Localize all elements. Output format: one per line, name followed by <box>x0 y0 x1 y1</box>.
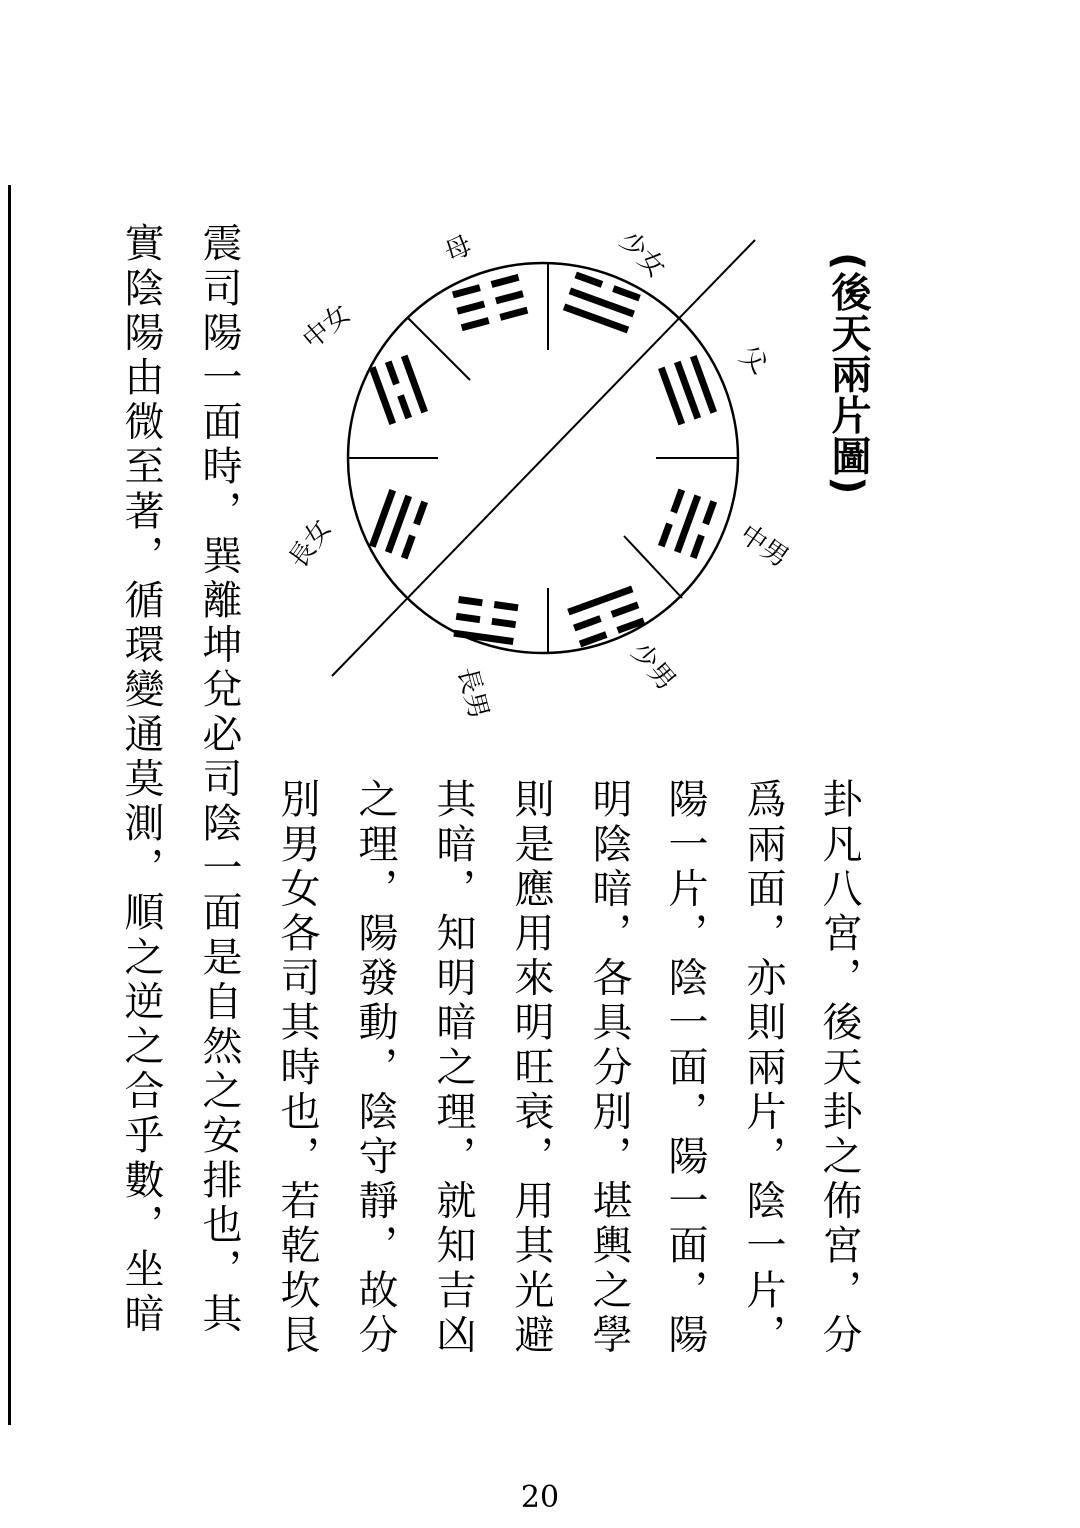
sector-line-lower-right <box>624 536 682 598</box>
trigram-zhen <box>453 596 518 645</box>
page-edge-line <box>8 185 11 1425</box>
text-column-2: 爲兩面，亦則兩片，陰一片， <box>740 778 786 1358</box>
trigram-xun <box>369 489 428 559</box>
trigram-qian <box>658 355 717 425</box>
text-column-6: 其暗，知明暗之理，就知吉凶 <box>430 778 476 1358</box>
label-zhongnu: 中女 <box>297 298 357 356</box>
text-column-5: 則是應用來明旺衰，用其光避 <box>508 778 554 1358</box>
label-zhangnu: 長女 <box>283 514 338 575</box>
text-column-7: 之理，陽發動，陰守靜，故分 <box>352 778 398 1358</box>
label-zhangnan: 長男 <box>451 664 494 723</box>
trigram-gen <box>567 586 645 648</box>
trigram-li <box>369 355 428 425</box>
text-column-10: 實陰陽由微至著，循環變通莫測，順之逆之合乎數，坐暗 <box>118 222 164 1337</box>
text-column-4: 明陰暗，各具分別，堪輿之學 <box>586 778 632 1358</box>
label-zhongnan: 中男 <box>733 519 794 574</box>
bagua-diagram <box>280 190 820 750</box>
text-column-9: 震司陽一面時，巽離坤兌必司陰一面是自然之安排也，其 <box>196 222 242 1337</box>
label-mu: 母 <box>440 230 477 269</box>
label-fu: 父 <box>733 340 773 381</box>
text-column-8: 別男女各司其時也，若乾坎艮 <box>274 778 320 1358</box>
sector-line-upper-left <box>408 318 470 380</box>
label-shaonu: 少女 <box>613 225 672 284</box>
trigram-kan <box>658 489 717 559</box>
trigram-dui <box>563 272 641 334</box>
diagram-title: (後天兩片圖) <box>825 252 871 496</box>
page-number: 20 <box>520 1480 560 1515</box>
text-column-3: 陽一片，陰一面，陽一面，陽 <box>662 778 708 1358</box>
label-shaonan: 少男 <box>624 637 682 697</box>
text-column-1: 卦凡八宮，後天卦之佈宮，分 <box>816 778 862 1358</box>
trigram-kun <box>452 274 528 331</box>
